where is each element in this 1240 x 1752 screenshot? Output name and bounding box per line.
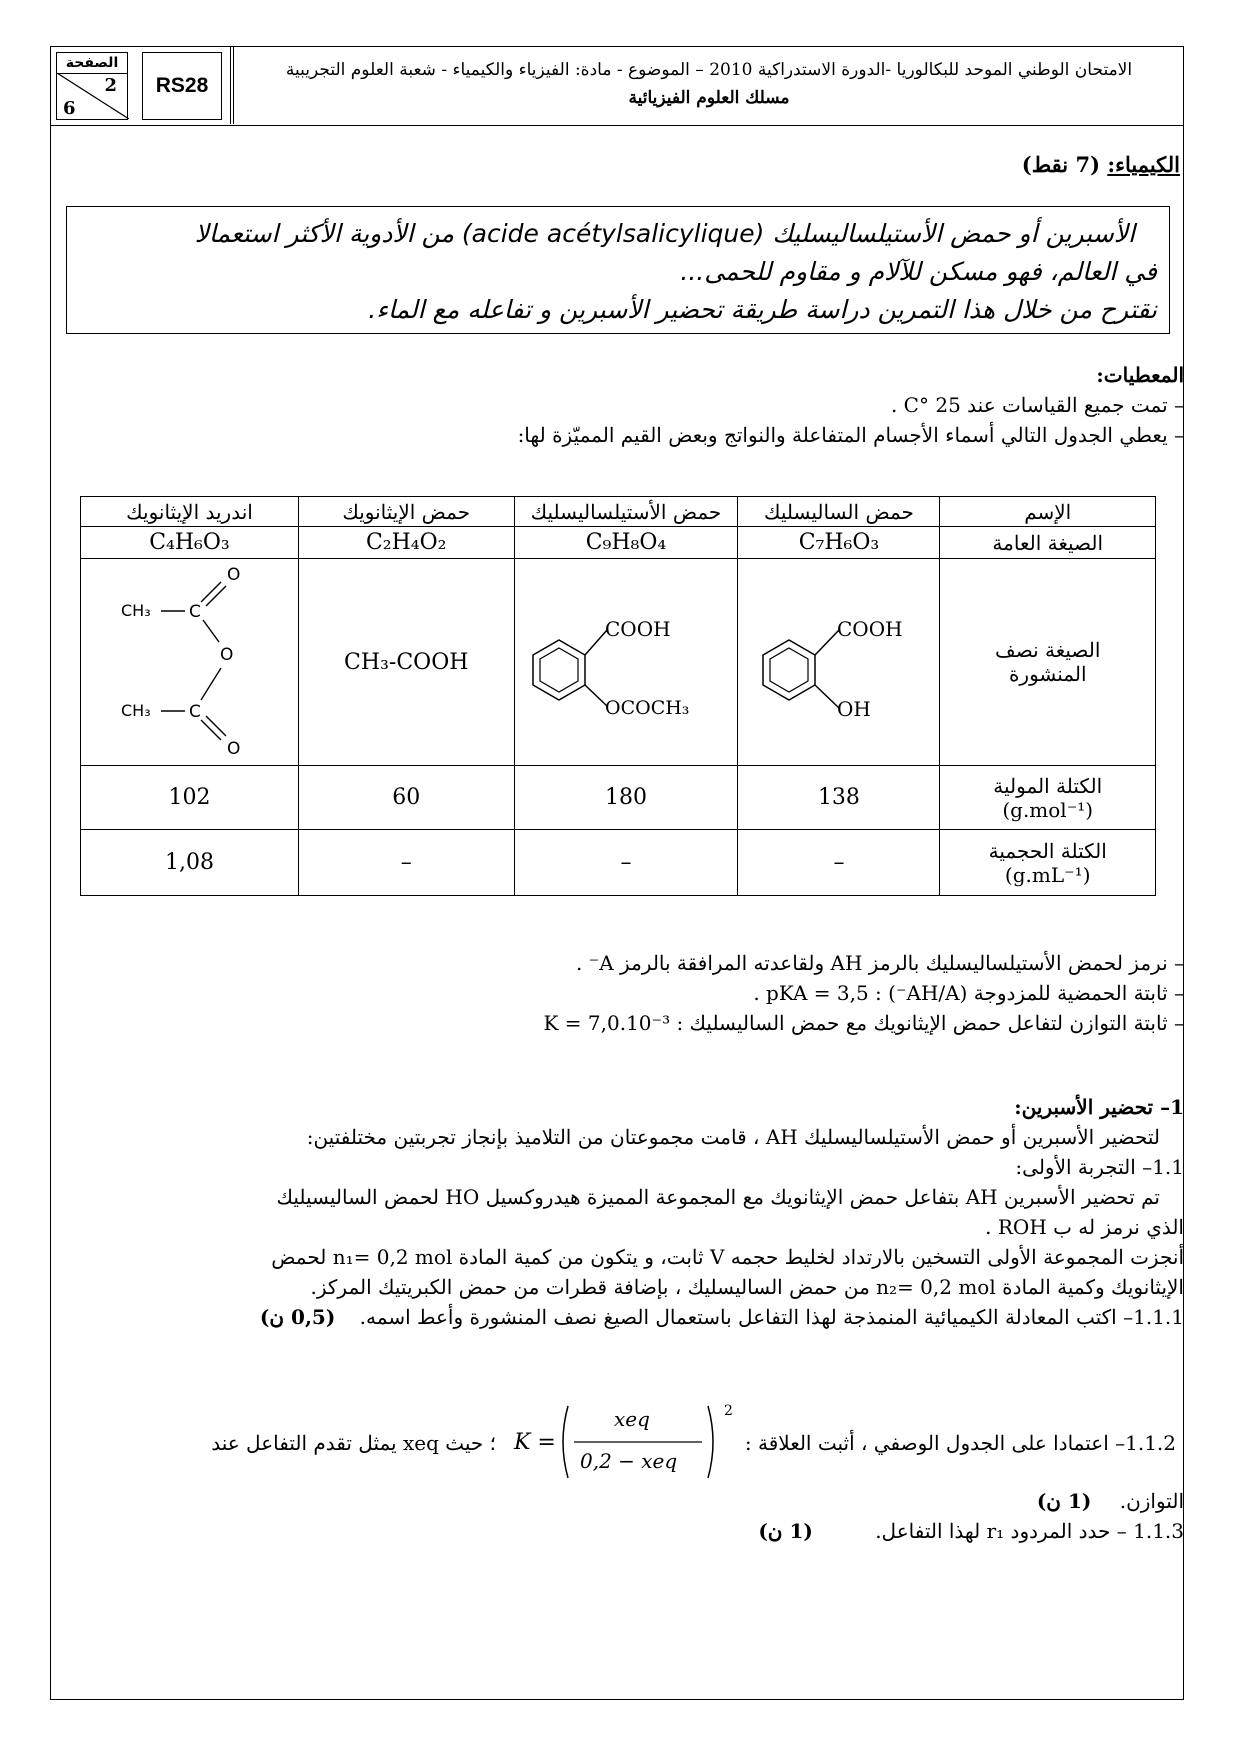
row-label-density-2: (g.mL⁻¹)	[1004, 862, 1091, 887]
givens-title: المعطيات:	[1096, 363, 1184, 387]
part1-p2a: تم تحضير الأسبرين AH بتفاعل حمض الإيثانويك مع المجموعة المميزة هيدروكسيل HO لحمض الساليسيليك	[276, 1185, 1160, 1209]
name-ethanoic: حمض الإيثانويك	[298, 497, 514, 527]
q111-points: (0,5 ن)	[259, 1305, 336, 1329]
salicylic-oh-label: OH	[836, 696, 871, 720]
q112-text-c: التوازن.	[1119, 1489, 1184, 1513]
molar-acetylsalicylic: 180	[514, 766, 738, 830]
molar-salicylic: 138	[738, 766, 940, 830]
table-row-density	[81, 830, 1156, 896]
part1-p3b: الإيثانويك وكمية المادة n₂= 0,2 mol من حمض الساليسليك ، بإضافة قطرات من حمض الكبريتيك المركز.	[310, 1275, 1184, 1299]
part1-title: 1– تحضير الأسبرين:	[1014, 1095, 1184, 1119]
intro-line-3: نقترح من خلال هذا التمرين دراسة طريقة تحضير الأسبرين و تفاعله مع الماء.	[368, 295, 1157, 324]
aspirin-ococh3-label: OCOCH₃	[604, 696, 690, 719]
compounds-table	[80, 496, 1156, 896]
exam-header	[50, 46, 1184, 126]
part1-sub1: 1.1– التجربة الأولى:	[1015, 1155, 1184, 1179]
table-row-molar-mass	[81, 766, 1156, 830]
q113-text: 1.1.3 – حدد المردود r₁ لهذا التفاعل.	[875, 1519, 1184, 1543]
exam-title	[230, 46, 1184, 124]
eq-power: 2	[724, 1403, 733, 1419]
part1-section	[64, 1092, 1184, 1332]
eq-k: K =	[514, 1430, 556, 1455]
molar-ethanoic: 60	[298, 766, 514, 830]
row-label-molar-2: (g.mol⁻¹)	[1002, 797, 1094, 822]
q111-text: 1.1.1– اكتب المعادلة الكيميائية المنمذجة لهذا التفاعل باستعمال الصيغ نصف المنشورة وأعط اسمه.	[359, 1305, 1184, 1329]
row-label-molar-mass	[940, 766, 1156, 830]
q112-text-b: ؛ حيث xeq يمثل تقدم التفاعل عند	[211, 1431, 496, 1455]
table-row-formula	[81, 527, 1156, 559]
anhydride-o-bridge: O	[220, 644, 234, 665]
salicylic-acid-structure	[739, 600, 939, 720]
question-1-1-2	[116, 1402, 1176, 1482]
given-4: – ثابتة الحمضية للمزدوجة (AH/A⁻) : pKA = 3,5 .	[753, 981, 1184, 1005]
anhydride-o-top: O	[227, 564, 241, 585]
eq-denominator: 0,2 − xeq	[580, 1449, 678, 1473]
row-label-density	[940, 830, 1156, 896]
given-3: – نرمز لحمض الأستيلساليسليك بالرمز AH ولقاعدته المرافقة بالرمز A⁻ .	[575, 951, 1184, 975]
acetylsalicylic-acid-structure	[521, 600, 731, 720]
structure-ethanoic: CH₃-COOH	[298, 559, 514, 766]
aspirin-cooh-label: COOH	[604, 616, 671, 641]
part1-intro: لتحضير الأسبرين أو حمض الأستيلساليسليك AH ، قامت مجموعتان من التلاميذ بإنجاز تجربتين مختلفتين:	[306, 1125, 1160, 1149]
page-label: الصفحة	[57, 53, 127, 74]
q113-points: (1 ن)	[758, 1519, 813, 1543]
row-label-semi-2: المنشورة	[1008, 662, 1087, 686]
ethanoic-anhydride-structure	[89, 560, 289, 760]
q112-points: (1 ن)	[1036, 1489, 1092, 1513]
part1-p2b: الذي نرمز له ب ROH .	[985, 1215, 1184, 1239]
part1-p3a: أنجزت المجموعة الأولى التسخين بالارتداد لخليط حجمه V ثابت، و يتكون من كمية المادة n₁= 0,2 mol لحمض	[271, 1245, 1184, 1269]
exam-title-line1: الامتحان الوطني الموحد للبكالوريا -الدورة الاستدراكية 2010 – الموضوع - مادة: الفيزياء والكيمياء - شعبة العلوم التجريبية	[285, 60, 1133, 80]
given-1: – تمت جميع القياسات عند 25 °C .	[890, 393, 1184, 417]
density-salicylic: –	[738, 830, 940, 896]
row-label-formula: الصيغة العامة	[940, 527, 1156, 559]
density-acetylsalicylic: –	[514, 830, 738, 896]
q112-text-a: 1.1.2– اعتمادا على الجدول الوصفي ، أثبت العلاقة :	[744, 1431, 1176, 1455]
row-label-density-1: الكتلة الحجمية	[988, 838, 1107, 863]
formula-anhydride: C₄H₆O₃	[81, 527, 299, 559]
exam-title-line2: مسلك العلوم الفيزيائية	[628, 88, 790, 108]
page-total: 6	[63, 98, 76, 119]
intro-line-1: الأسبرين أو حمض الأستيلساليسليك (acide acétylsalicylique) من الأدوية الأكثر استعمالا	[194, 219, 1135, 248]
structure-acetylsalicylic	[514, 559, 738, 766]
table-row-name	[81, 497, 1156, 527]
table-row-structure	[81, 559, 1156, 766]
row-label-molar-1: الكتلة المولية	[993, 773, 1103, 798]
q112-continuation	[64, 1486, 1184, 1546]
exam-code: RS28	[142, 52, 222, 120]
row-label-structure	[940, 559, 1156, 766]
row-label-name: الإسم	[940, 497, 1156, 527]
structure-anhydride	[81, 559, 299, 766]
page-number: 2	[104, 75, 117, 96]
chemistry-heading: الكيمياء:	[1107, 152, 1180, 177]
name-salicylic: حمض الساليسليك	[738, 497, 940, 527]
density-ethanoic: –	[298, 830, 514, 896]
density-anhydride: 1,08	[81, 830, 299, 896]
givens-section	[64, 360, 1184, 450]
chemistry-title	[1022, 152, 1180, 177]
anhydride-ch3-bottom: CH₃	[121, 700, 152, 720]
q112-equation	[514, 1402, 740, 1482]
anhydride-c-bottom: C	[189, 701, 202, 722]
givens-extra	[64, 948, 1184, 1038]
given-5: – ثابتة التوازن لتفاعل حمض الإيثانويك مع حمض الساليسليك : K = 7,0.10⁻³	[543, 1011, 1184, 1035]
chemistry-points: (7 نقط)	[1021, 152, 1101, 177]
anhydride-o-bottom: O	[227, 738, 241, 759]
row-label-semi-1: الصيغة نصف	[995, 638, 1101, 662]
question-1-1-1	[64, 1302, 1184, 1332]
salicylic-cooh-label: COOH	[836, 616, 903, 641]
formula-ethanoic: C₂H₄O₂	[298, 527, 514, 559]
anhydride-ch3-top: CH₃	[121, 600, 152, 620]
formula-acetylsalicylic: C₉H₈O₄	[514, 527, 738, 559]
molar-anhydride: 102	[81, 766, 299, 830]
q112-line2	[64, 1486, 1184, 1516]
intro-box	[66, 206, 1170, 334]
name-anhydride: اندريد الإيثانويك	[81, 497, 299, 527]
name-acetylsalicylic: حمض الأستيلساليسليك	[514, 497, 738, 527]
given-2: – يعطي الجدول التالي أسماء الأجسام المتفاعلة والنواتج وبعض القيم المميّزة لها:	[517, 423, 1184, 447]
intro-line-2: في العالم، فهو مسكن للآلام و مقاوم للحمى...	[680, 257, 1157, 286]
eq-numerator: xeq	[614, 1407, 650, 1431]
anhydride-c-top: C	[189, 601, 202, 622]
formula-salicylic: C₇H₆O₃	[738, 527, 940, 559]
question-1-1-3	[64, 1516, 1184, 1546]
page-counter	[56, 52, 128, 120]
structure-salicylic	[738, 559, 940, 766]
